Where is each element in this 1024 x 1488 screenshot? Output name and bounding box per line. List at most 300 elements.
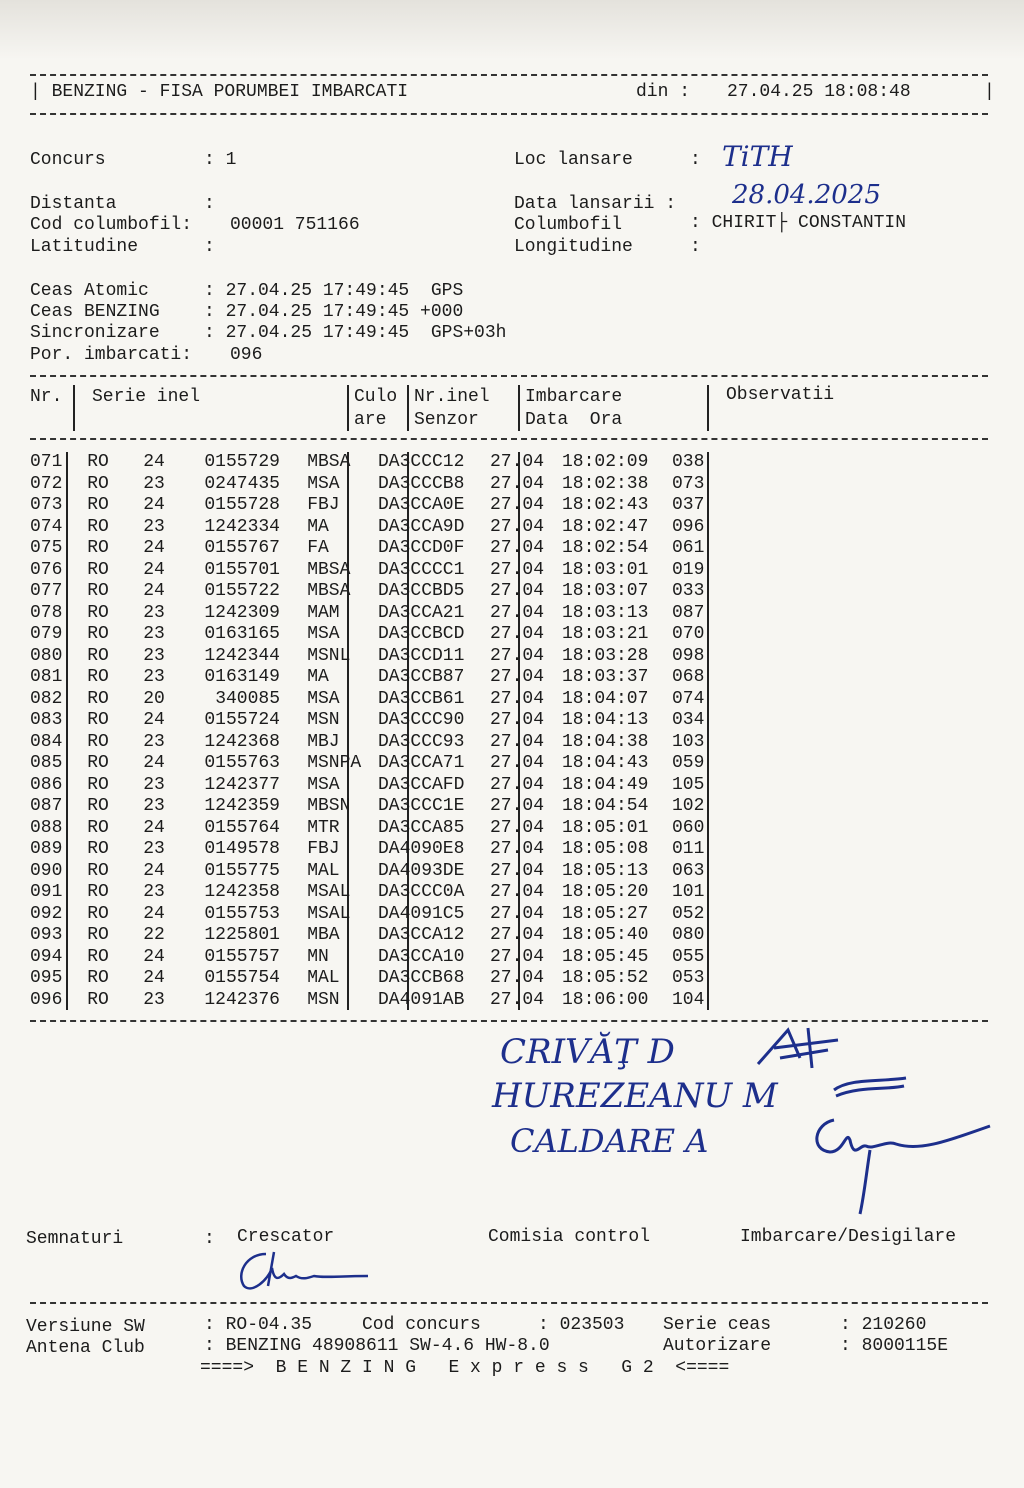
row-tara: RO: [87, 624, 109, 644]
row-serie: 1242334: [204, 516, 280, 537]
row-sex: M: [307, 753, 318, 773]
handwritten-name-2: HUREZEANU M: [492, 1076, 778, 1116]
autorizare-value: : 8000115E: [840, 1336, 949, 1356]
row-sex: M: [307, 774, 318, 795]
row-observatii: 034: [672, 710, 705, 730]
header-bar-right: |: [984, 82, 995, 102]
table-row: [30, 474, 732, 496]
distanta-sep: :: [204, 194, 215, 214]
antena-club-label: Antena Club: [26, 1338, 145, 1358]
row-culoare: BSA: [318, 581, 351, 601]
row-observatii: 080: [672, 925, 705, 945]
autorizare-label: Autorizare: [663, 1336, 772, 1356]
row-senzor: DA4093DE: [378, 860, 465, 881]
row-sex: M: [307, 688, 318, 709]
row-serie: 0247435: [204, 473, 280, 494]
row-serie: 1242359: [204, 796, 280, 816]
table-row: [30, 947, 732, 969]
table-row: [30, 538, 732, 560]
row-culoare: SAL: [318, 903, 351, 924]
row-tara: RO: [87, 774, 109, 795]
serie-ceas-value: : 210260: [840, 1315, 927, 1335]
row-serie: 1242368: [204, 731, 280, 752]
row-ora: 18:02:43: [562, 495, 649, 515]
row-tara: RO: [87, 946, 109, 967]
table-row: [30, 517, 732, 539]
row-an: 24: [143, 968, 165, 988]
row-an: 24: [143, 495, 165, 515]
header-divider: [407, 385, 409, 431]
row-senzor: DA3CCA0E: [378, 495, 465, 515]
row-serie: 0155767: [204, 538, 280, 558]
row-sex: M: [307, 968, 318, 988]
row-sex: M: [307, 989, 318, 1010]
row-ora: 18:04:38: [562, 731, 649, 752]
row-nr: 096: [30, 989, 63, 1010]
row-nr: 088: [30, 817, 63, 838]
latitudine-sep: :: [204, 237, 215, 257]
row-observatii: 033: [672, 581, 705, 601]
row-ora: 18:02:38: [562, 473, 649, 494]
row-nr: 084: [30, 731, 63, 752]
ceas-atomic-label: Ceas Atomic: [30, 281, 149, 301]
row-tara: RO: [87, 753, 109, 773]
row-serie: 1242376: [204, 989, 280, 1010]
row-culoare: BJ: [318, 495, 340, 515]
row-culoare: SA: [318, 688, 340, 709]
table-row: [30, 990, 732, 1012]
row-observatii: 061: [672, 538, 705, 558]
row-senzor: DA3CCA21: [378, 602, 465, 623]
row-ora: 18:03:13: [562, 602, 649, 623]
table-row: [30, 452, 732, 474]
table-row: [30, 560, 732, 582]
row-tara: RO: [87, 581, 109, 601]
row-senzor: DA4091C5: [378, 903, 465, 924]
row-serie: 0155728: [204, 495, 280, 515]
loc-lansare-label: Loc lansare: [514, 150, 633, 170]
row-sex: F: [307, 839, 318, 859]
row-nr: 078: [30, 602, 63, 623]
row-tara: RO: [87, 839, 109, 859]
row-ora: 18:05:40: [562, 925, 649, 945]
row-ora: 18:02:54: [562, 538, 649, 558]
semnaturi-sep: :: [204, 1229, 215, 1249]
row-tara: RO: [87, 796, 109, 816]
sincronizare-label: Sincronizare: [30, 323, 160, 343]
row-observatii: 037: [672, 495, 705, 515]
row-an: 23: [143, 645, 165, 666]
row-an: 23: [143, 839, 165, 859]
row-tara: RO: [87, 473, 109, 494]
row-ora: 18:04:07: [562, 688, 649, 709]
row-culoare: SNPA: [318, 753, 362, 773]
row-ora: 18:02:09: [562, 452, 649, 472]
row-serie: 0155754: [204, 968, 280, 988]
crescator-label: Crescator: [237, 1227, 335, 1247]
columbofil-label: Columbofil: [514, 215, 623, 235]
row-culoare: AL: [318, 860, 340, 881]
row-culoare: N: [318, 946, 329, 967]
row-senzor: DA3CCCC1: [378, 559, 465, 580]
row-tara: RO: [87, 688, 109, 709]
row-nr: 077: [30, 581, 63, 601]
row-ora: 18:03:37: [562, 667, 649, 687]
cod-columbofil-label: Cod columbofil:: [30, 215, 193, 235]
row-culoare: A: [318, 516, 329, 537]
table-row: [30, 904, 732, 926]
table-row: [30, 753, 732, 775]
row-observatii: 038: [672, 452, 705, 472]
footer-top-rule: [30, 1302, 988, 1304]
loc-lansare-sep: :: [690, 150, 701, 170]
row-sex: M: [307, 925, 318, 945]
row-sex: F: [307, 495, 318, 515]
row-nr: 071: [30, 452, 63, 472]
header-bottom-rule: [30, 113, 988, 115]
table-row: [30, 968, 732, 990]
row-an: 24: [143, 946, 165, 967]
row-culoare: BSA: [318, 452, 351, 472]
row-senzor: DA3CCAFD: [378, 774, 465, 795]
row-tara: RO: [87, 882, 109, 902]
table-bottom-rule: [30, 1020, 988, 1022]
row-observatii: 087: [672, 602, 705, 623]
table-row: [30, 624, 732, 646]
row-an: 23: [143, 602, 165, 623]
row-observatii: 059: [672, 753, 705, 773]
porumbei-imbarcati-label: Por. imbarcati:: [30, 345, 193, 365]
crescator-signature: [228, 1246, 378, 1294]
header-divider: [518, 385, 520, 431]
row-ora: 18:05:27: [562, 903, 649, 924]
row-an: 24: [143, 817, 165, 838]
row-observatii: 096: [672, 516, 705, 537]
row-sex: M: [307, 473, 318, 494]
row-data: 27.04: [490, 946, 545, 967]
row-sex: M: [307, 903, 318, 924]
row-serie: 1242377: [204, 774, 280, 795]
col-senzor-header-2: Senzor: [414, 410, 479, 430]
row-data: 27.04: [490, 860, 545, 881]
row-senzor: DA3CCA71: [378, 753, 465, 773]
cod-concurs-value: : 023503: [538, 1315, 625, 1335]
row-tara: RO: [87, 559, 109, 580]
row-data: 27.04: [490, 516, 545, 537]
table-row: [30, 732, 732, 754]
row-observatii: 101: [672, 882, 705, 902]
table-header-bottom-rule: [30, 438, 988, 440]
row-observatii: 073: [672, 473, 705, 494]
row-data: 27.04: [490, 538, 545, 558]
row-an: 24: [143, 860, 165, 881]
row-data: 27.04: [490, 731, 545, 752]
row-senzor: DA4091AB: [378, 989, 465, 1010]
row-an: 23: [143, 796, 165, 816]
row-serie: 0155775: [204, 860, 280, 881]
row-sex: M: [307, 946, 318, 967]
table-row: [30, 710, 732, 732]
row-nr: 076: [30, 559, 63, 580]
row-an: 24: [143, 581, 165, 601]
row-nr: 075: [30, 538, 63, 558]
row-serie: 0155724: [204, 710, 280, 730]
table-row: [30, 581, 732, 603]
table-row: [30, 839, 732, 861]
row-culoare: A: [318, 538, 329, 558]
row-observatii: 055: [672, 946, 705, 967]
strike-mark: [830, 1072, 910, 1102]
row-ora: 18:02:47: [562, 516, 649, 537]
row-culoare: SA: [318, 774, 340, 795]
din-label: din :: [636, 82, 691, 102]
table-row: [30, 861, 732, 883]
row-senzor: DA3CCD0F: [378, 538, 465, 558]
row-nr: 093: [30, 925, 63, 945]
ceas-atomic-value: : 27.04.25 17:49:45 GPS: [204, 281, 464, 301]
row-senzor: DA3CCC1E: [378, 796, 465, 816]
row-tara: RO: [87, 989, 109, 1010]
data-lansarii-handwritten: 28.04.2025: [732, 180, 881, 210]
row-senzor: DA3CCBCD: [378, 624, 465, 644]
row-senzor: DA3CCA10: [378, 946, 465, 967]
row-nr: 080: [30, 645, 63, 666]
row-data: 27.04: [490, 710, 545, 730]
row-culoare: SN: [318, 710, 340, 730]
row-an: 24: [143, 538, 165, 558]
row-senzor: DA3CCD11: [378, 645, 465, 666]
row-data: 27.04: [490, 968, 545, 988]
row-tara: RO: [87, 452, 109, 472]
row-nr: 081: [30, 667, 63, 687]
row-serie: 1225801: [204, 925, 280, 945]
row-data: 27.04: [490, 903, 545, 924]
row-ora: 18:04:43: [562, 753, 649, 773]
ceas-benzing-value: : 27.04.25 17:49:45 +000: [204, 302, 464, 322]
cod-concurs-label: Cod concurs: [362, 1315, 481, 1335]
row-culoare: BJ: [318, 839, 340, 859]
row-sex: M: [307, 710, 318, 730]
row-observatii: 104: [672, 989, 705, 1010]
row-an: 23: [143, 989, 165, 1010]
row-ora: 18:05:08: [562, 839, 649, 859]
row-nr: 087: [30, 796, 63, 816]
row-serie: 0149578: [204, 839, 280, 859]
row-ora: 18:05:45: [562, 946, 649, 967]
table-row: [30, 646, 732, 668]
row-sex: M: [307, 602, 318, 623]
row-an: 22: [143, 925, 165, 945]
row-an: 20: [143, 688, 165, 709]
row-observatii: 105: [672, 774, 705, 795]
row-nr: 086: [30, 774, 63, 795]
row-culoare: SAL: [318, 882, 351, 902]
row-observatii: 074: [672, 688, 705, 709]
distanta-label: Distanta: [30, 194, 117, 214]
row-observatii: 063: [672, 860, 705, 881]
row-data: 27.04: [490, 559, 545, 580]
versiune-sw-value: : RO-04.35: [204, 1315, 313, 1335]
row-serie: 0155729: [204, 452, 280, 472]
row-ora: 18:05:13: [562, 860, 649, 881]
row-ora: 18:05:01: [562, 817, 649, 838]
scan-shadow: [0, 0, 1024, 60]
row-an: 24: [143, 452, 165, 472]
row-nr: 089: [30, 839, 63, 859]
table-row: [30, 882, 732, 904]
row-nr: 072: [30, 473, 63, 494]
table-row: [30, 689, 732, 711]
row-tara: RO: [87, 925, 109, 945]
row-tara: RO: [87, 903, 109, 924]
concurs-label: Concurs: [30, 150, 106, 170]
row-sex: M: [307, 516, 318, 537]
row-sex: M: [307, 817, 318, 838]
row-senzor: DA3CCA9D: [378, 516, 465, 537]
row-sex: M: [307, 667, 318, 687]
header-divider: [347, 385, 349, 431]
table-row: [30, 667, 732, 689]
row-culoare: BSN: [318, 796, 351, 816]
row-senzor: DA4090E8: [378, 839, 465, 859]
row-tara: RO: [87, 495, 109, 515]
row-senzor: DA3CCC93: [378, 731, 465, 752]
col-culoare-header-2: are: [354, 410, 387, 430]
table-row: [30, 925, 732, 947]
row-data: 27.04: [490, 667, 545, 687]
latitudine-label: Latitudine: [30, 237, 139, 257]
row-an: 23: [143, 774, 165, 795]
row-nr: 079: [30, 624, 63, 644]
row-data: 27.04: [490, 925, 545, 945]
row-observatii: 103: [672, 731, 705, 752]
row-nr: 074: [30, 516, 63, 537]
col-senzor-header-1: Nr.inel: [414, 387, 490, 407]
row-tara: RO: [87, 516, 109, 537]
benzing-express-banner: ====> B E N Z I N G E x p r e s s G 2 <====: [200, 1358, 730, 1378]
row-ora: 18:03:28: [562, 645, 649, 666]
row-ora: 18:03:21: [562, 624, 649, 644]
col-imbarcare-header-1: Imbarcare: [525, 387, 623, 407]
col-imbarcare-header-2: Data Ora: [525, 410, 623, 430]
antena-club-value: : BENZING 48908611 SW-4.6 HW-8.0: [204, 1336, 550, 1356]
table-row: [30, 603, 732, 625]
row-culoare: SN: [318, 989, 340, 1010]
table-row: [30, 495, 732, 517]
row-observatii: 068: [672, 667, 705, 687]
row-ora: 18:05:52: [562, 968, 649, 988]
row-tara: RO: [87, 817, 109, 838]
row-sex: M: [307, 581, 318, 601]
row-observatii: 070: [672, 624, 705, 644]
row-sex: M: [307, 882, 318, 902]
row-tara: RO: [87, 602, 109, 623]
document-title: | BENZING - FISA PORUMBEI IMBARCATI: [30, 82, 409, 102]
row-data: 27.04: [490, 645, 545, 666]
loc-lansare-handwritten: TiTH: [722, 140, 793, 173]
sincronizare-value: : 27.04.25 17:49:45 GPS+03h: [204, 323, 507, 343]
row-culoare: AM: [318, 602, 340, 623]
row-nr: 082: [30, 688, 63, 709]
table-row: [30, 775, 732, 797]
row-data: 27.04: [490, 989, 545, 1010]
handwritten-name-3: CALDARE A: [510, 1122, 709, 1160]
row-observatii: 011: [672, 839, 705, 859]
row-data: 27.04: [490, 753, 545, 773]
table-row: [30, 818, 732, 840]
row-an: 24: [143, 903, 165, 924]
row-serie: 0155763: [204, 753, 280, 773]
row-senzor: DA3CCC90: [378, 710, 465, 730]
row-serie: 0163149: [204, 667, 280, 687]
row-an: 24: [143, 710, 165, 730]
row-ora: 18:03:07: [562, 581, 649, 601]
row-tara: RO: [87, 710, 109, 730]
pigeon-table-body: [30, 452, 732, 1011]
versiune-sw-label: Versiune SW: [26, 1317, 145, 1337]
row-senzor: DA3CCC0A: [378, 882, 465, 902]
cod-columbofil-value: 00001 751166: [230, 215, 360, 235]
row-data: 27.04: [490, 796, 545, 816]
row-serie: 0155701: [204, 559, 280, 580]
row-an: 24: [143, 753, 165, 773]
row-tara: RO: [87, 538, 109, 558]
row-serie: 1242358: [204, 882, 280, 902]
row-an: 24: [143, 559, 165, 580]
row-serie: 0155764: [204, 817, 280, 838]
signature-mark-2: [800, 1110, 1000, 1220]
row-observatii: 052: [672, 903, 705, 924]
row-serie: 0163165: [204, 624, 280, 644]
pigeon-table: [30, 452, 732, 1011]
row-data: 27.04: [490, 688, 545, 709]
row-ora: 18:06:00: [562, 989, 649, 1010]
row-culoare: BSA: [318, 559, 351, 580]
row-nr: 095: [30, 968, 63, 988]
row-senzor: DA3CCBD5: [378, 581, 465, 601]
row-nr: 090: [30, 860, 63, 881]
row-nr: 094: [30, 946, 63, 967]
concurs-value: : 1: [204, 150, 237, 170]
row-data: 27.04: [490, 581, 545, 601]
header-top-rule: [30, 74, 988, 76]
row-an: 23: [143, 516, 165, 537]
row-data: 27.04: [490, 495, 545, 515]
row-serie: 0155722: [204, 581, 280, 601]
handwritten-name-1: CRIVĂŢ D: [500, 1032, 675, 1072]
col-serie-header: Serie inel: [92, 387, 201, 407]
row-data: 27.04: [490, 624, 545, 644]
data-lansarii-label: Data lansarii :: [514, 194, 677, 214]
row-tara: RO: [87, 731, 109, 752]
row-serie: 1242344: [204, 645, 280, 666]
row-sex: M: [307, 645, 318, 666]
table-header-top-rule: [30, 375, 988, 377]
signature-mark-1: [748, 1024, 848, 1074]
row-tara: RO: [87, 645, 109, 666]
row-ora: 18:04:13: [562, 710, 649, 730]
row-an: 23: [143, 624, 165, 644]
row-culoare: SNL: [318, 645, 351, 666]
row-data: 27.04: [490, 817, 545, 838]
semnaturi-label: Semnaturi: [26, 1229, 124, 1249]
row-sex: M: [307, 624, 318, 644]
row-observatii: 060: [672, 817, 705, 838]
row-culoare: TR: [318, 817, 340, 838]
row-sex: M: [307, 559, 318, 580]
row-senzor: DA3CCCB8: [378, 473, 465, 494]
row-observatii: 098: [672, 645, 705, 666]
